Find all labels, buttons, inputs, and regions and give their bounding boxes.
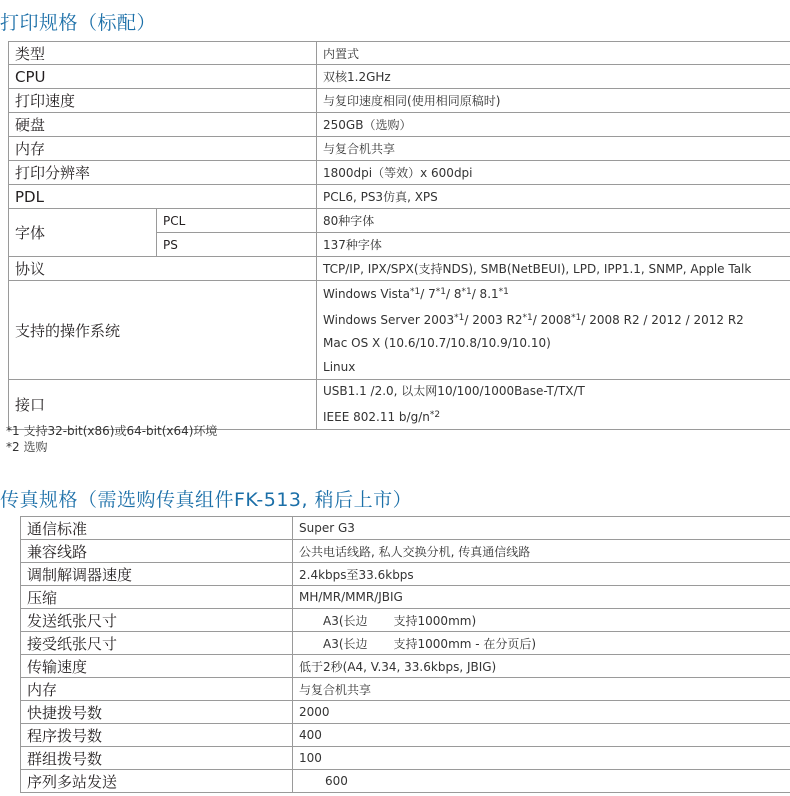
table-row: [21, 586, 790, 609]
row-label: 序列多站发送: [21, 770, 293, 793]
row-label: 兼容线路: [21, 540, 293, 563]
interface-line: [323, 404, 784, 430]
row-value: 2000: [293, 701, 790, 724]
table-row: [21, 540, 790, 563]
footnote-mark: *1: [571, 312, 582, 323]
row-value: 与复合机共享: [317, 137, 790, 161]
os-text: / 2008: [532, 312, 572, 327]
os-line: [323, 281, 784, 307]
interface-text: IEEE 802.11 b/g/n: [323, 409, 430, 424]
row-value: 400: [293, 724, 790, 747]
table-row: [21, 563, 790, 586]
row-value: Super G3: [293, 517, 790, 540]
row-label: 压缩: [21, 586, 293, 609]
row-value: [293, 609, 790, 632]
table-row: [21, 517, 790, 540]
table-row: [21, 678, 790, 701]
row-value: 137种字体: [317, 233, 790, 257]
interface-line: USB1.1 /2.0, 以太网10/100/1000Base-T/TX/T: [323, 384, 585, 398]
row-label: 打印速度: [9, 89, 317, 113]
print-spec-title: 打印规格（标配）: [0, 12, 157, 34]
row-label: 调制解调器速度: [21, 563, 293, 586]
row-value: [293, 770, 790, 793]
row-value: 250GB（选购）: [317, 113, 790, 137]
row-label: CPU: [9, 65, 317, 89]
value-part: 支持1000mm): [393, 613, 477, 628]
os-text: / 8: [445, 287, 462, 301]
value-part: A3(长边: [323, 613, 368, 628]
row-value: 100: [293, 747, 790, 770]
table-row: [9, 65, 790, 89]
footnote-mark: *1: [461, 287, 472, 297]
footnote: *2 选购: [6, 440, 48, 454]
row-sublabel: PS: [157, 233, 317, 257]
table-row: [21, 609, 790, 632]
row-value: 公共电话线路, 私人交换分机, 传真通信线路: [293, 540, 790, 563]
row-label: PDL: [9, 185, 317, 209]
table-row: [21, 747, 790, 770]
row-label: 内存: [9, 137, 317, 161]
os-text: Windows Server 2003: [323, 312, 455, 327]
row-label: 接受纸张尺寸: [21, 632, 293, 655]
row-value: 80种字体: [317, 209, 790, 233]
footnote-mark: *1: [410, 287, 421, 297]
row-label: 协议: [9, 257, 317, 281]
table-row: [9, 281, 790, 380]
os-line: [323, 307, 784, 333]
row-value: 双核1.2GHz: [317, 65, 790, 89]
row-value: 与复印速度相同(使用相同原稿时): [317, 89, 790, 113]
row-value: 内置式: [317, 42, 790, 65]
row-label: 类型: [9, 42, 317, 65]
os-line: Linux: [323, 359, 356, 374]
os-text: / 8.1: [471, 287, 499, 301]
row-label: 打印分辨率: [9, 161, 317, 185]
table-row: [9, 113, 790, 137]
row-value: 低于2秒(A4, V.34, 33.6kbps, JBIG): [293, 655, 790, 678]
value-part: 600: [325, 774, 348, 788]
row-label: 内存: [21, 678, 293, 701]
table-row: [9, 161, 790, 185]
row-value: [293, 632, 790, 655]
table-row: [9, 380, 790, 430]
row-label: 发送纸张尺寸: [21, 609, 293, 632]
row-label: 字体: [9, 209, 157, 257]
row-label: 通信标准: [21, 517, 293, 540]
table-row: [9, 42, 790, 65]
table-row: [21, 724, 790, 747]
row-label: 快捷拨号数: [21, 701, 293, 724]
row-label: 传输速度: [21, 655, 293, 678]
print-spec-table: [8, 41, 790, 430]
os-text: / 2008 R2 / 2012 / 2012 R2: [581, 312, 744, 327]
row-label: 支持的操作系统: [9, 281, 317, 380]
table-row: [21, 770, 790, 793]
row-label: 硬盘: [9, 113, 317, 137]
table-row: [21, 632, 790, 655]
table-row: [9, 89, 790, 113]
footnote-mark: *1: [522, 312, 533, 323]
row-value: TCP/IP, IPX/SPX(支持NDS), SMB(NetBEUI), LPD, IPP1.1, SNMP, Apple Talk: [317, 257, 790, 281]
table-row: [9, 209, 790, 233]
row-label: 群组拨号数: [21, 747, 293, 770]
table-row: [21, 655, 790, 678]
os-text: Windows Vista: [323, 287, 410, 301]
row-label: 接口: [9, 380, 317, 430]
table-row: [9, 257, 790, 281]
row-value: 与复合机共享: [293, 678, 790, 701]
footnote-mark: *1: [435, 287, 446, 297]
row-value: 2.4kbps至33.6kbps: [293, 563, 790, 586]
value-part: A3(长边: [323, 636, 368, 651]
row-value: PCL6, PS3仿真, XPS: [317, 185, 790, 209]
table-row: [9, 185, 790, 209]
os-text: / 2003 R2: [464, 312, 523, 327]
row-label: 程序拨号数: [21, 724, 293, 747]
value-part: 支持1000mm - 在分页后): [393, 636, 537, 651]
fax-spec-table: [20, 516, 790, 793]
os-line: Mac OS X (10.6/10.7/10.8/10.9/10.10): [323, 336, 551, 350]
footnote-mark: *1: [498, 287, 509, 297]
table-row: [9, 137, 790, 161]
footnote-mark: *1: [454, 312, 465, 323]
os-text: / 7: [420, 287, 436, 301]
table-row: [21, 701, 790, 724]
row-value: [317, 281, 790, 380]
row-value: MH/MR/MMR/JBIG: [293, 586, 790, 609]
footnote-mark: *2: [429, 409, 441, 420]
row-value: 1800dpi（等效）x 600dpi: [317, 161, 790, 185]
footnote: *1 支持32-bit(x86)或64-bit(x64)环境: [6, 424, 218, 438]
row-sublabel: PCL: [157, 209, 317, 233]
fax-spec-title: 传真规格（需选购传真组件FK-513, 稍后上市）: [0, 489, 413, 511]
row-value: [317, 380, 790, 430]
